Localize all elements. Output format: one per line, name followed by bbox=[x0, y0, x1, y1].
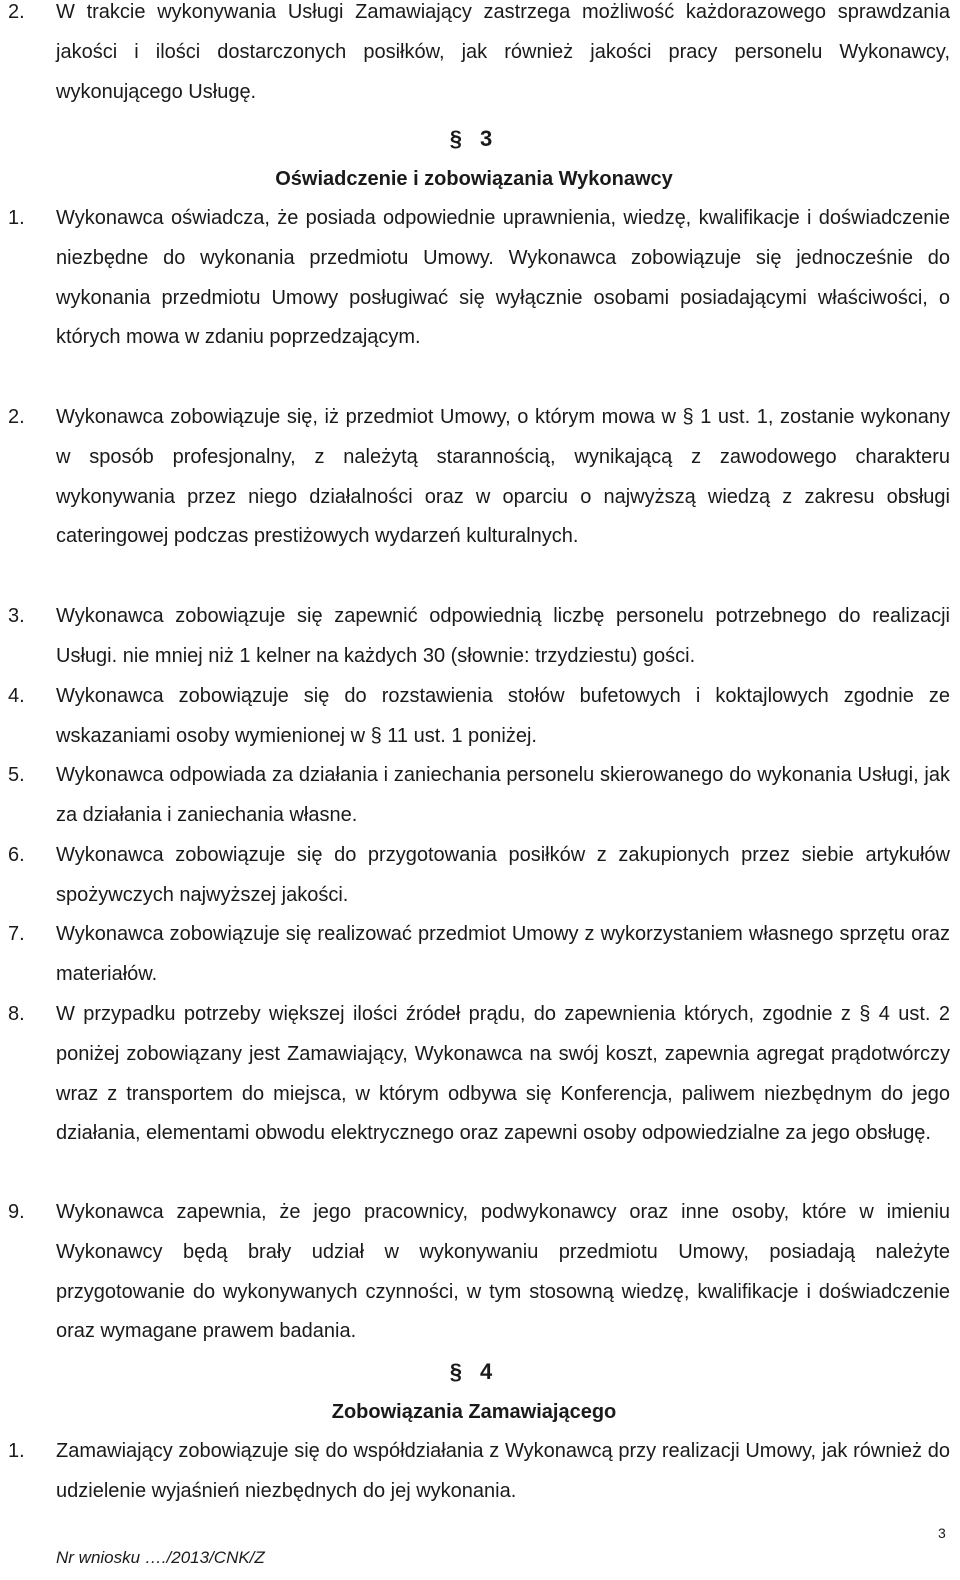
paragraph-item bbox=[8, 995, 950, 1154]
item-text: Wykonawca zobowiązuje się zapewnić odpowiednią liczbę personelu potrzebnego do realizacji Usługi. nie mniej niż 1 kelner na każdych 30 (słownie: trzydziestu) gości. bbox=[56, 605, 950, 667]
item-number: 1. bbox=[8, 1440, 25, 1462]
item-text: Wykonawca odpowiada za działania i zaniechania personelu skierowanego do wykonania Usługi, jak za działania i zaniechania własne. bbox=[56, 764, 950, 826]
item-text: Wykonawca zobowiązuje się do rozstawienia stołów bufetowych i koktajlowych zgodnie ze wskazaniami osoby wymienionej w § 11 ust. 1 poniżej. bbox=[56, 685, 950, 747]
paragraph-item bbox=[8, 836, 950, 916]
item-text: Wykonawca zobowiązuje się realizować przedmiot Umowy z wykorzystaniem własnego sprzętu oraz materiałów. bbox=[56, 923, 950, 985]
paragraph-item bbox=[8, 398, 950, 557]
item-text: Wykonawca zobowiązuje się do przygotowania posiłków z zakupionych przez siebie artykułów spożywczych najwyższej jakości. bbox=[56, 844, 950, 906]
item-text: W trakcie wykonywania Usługi Zamawiający zastrzega możliwość każdorazowego sprawdzania jakości i ilości dostarczonych posiłków, jak również jakości pracy personelu Wykonawcy, wykonującego Usługę. bbox=[56, 1, 950, 103]
paragraph-item bbox=[8, 0, 950, 112]
paragraph-item bbox=[8, 1432, 950, 1512]
paragraph-item bbox=[8, 1193, 950, 1352]
item-number: 2. bbox=[8, 406, 25, 428]
item-number: 7. bbox=[8, 923, 25, 945]
item-text: Zamawiający zobowiązuje się do współdziałania z Wykonawcą przy realizacji Umowy, jak również do udzielenie wyjaśnień niezbędnych do jej wykonania. bbox=[56, 1440, 950, 1502]
section-title: Zobowiązania Zamawiającego bbox=[331, 1401, 617, 1423]
item-number: 5. bbox=[8, 764, 25, 786]
paragraph-item bbox=[8, 677, 950, 757]
paragraph-item bbox=[8, 199, 950, 358]
section-mark: § 3 bbox=[449, 126, 499, 151]
item-number: 8. bbox=[8, 1003, 25, 1025]
item-number: 1. bbox=[8, 207, 25, 229]
item-number: 9. bbox=[8, 1201, 25, 1223]
item-text: Wykonawca oświadcza, że posiada odpowiednie uprawnienia, wiedzę, kwalifikacje i doświadczenie niezbędne do wykonania przedmiotu Umowy. Wykonawca zobowiązuje się jednocześnie do wykonania przedmiotu Umowy posługiwać się wyłącznie osobami posiadającymi właściwości, o których mowa w zdaniu poprzedzającym. bbox=[56, 207, 950, 349]
item-number: 2. bbox=[8, 1, 25, 23]
item-number: 6. bbox=[8, 844, 25, 866]
item-text: Wykonawca zapewnia, że jego pracownicy, podwykonawcy oraz inne osoby, które w imieniu Wykonawcy będą brały udział w wykonywaniu przedmiotu Umowy, posiadają należyte przygotowanie do wykonywanych czynności, w tym stosowną wiedzę, kwalifikacje i doświadczenie oraz wymagane prawem badania. bbox=[56, 1201, 950, 1343]
section-mark: § 4 bbox=[449, 1359, 499, 1384]
item-number: 3. bbox=[8, 605, 25, 627]
section-title: Oświadczenie i zobowiązania Wykonawcy bbox=[275, 168, 673, 190]
paragraph-item bbox=[8, 756, 950, 836]
item-number: 4. bbox=[8, 685, 25, 707]
item-text: W przypadku potrzeby większej ilości źródeł prądu, do zapewnienia których, zgodnie z § 4 ust. 2 poniżej zobowiązany jest Zamawiający, Wykonawca na swój koszt, zapewnia agregat prądotwórczy wraz z transportem do miejsca, w którym odbywa się Konferencja, paliwem niezbędnym do jego działania, elementami obwodu elektrycznego oraz zapewni osoby odpowiedzialne za jego obsługę. bbox=[56, 1003, 950, 1145]
paragraph-item bbox=[8, 597, 950, 677]
footer-reference: Nr wniosku …./2013/CNK/Z bbox=[56, 1548, 265, 1567]
paragraph-item bbox=[8, 915, 950, 995]
item-text: Wykonawca zobowiązuje się, iż przedmiot Umowy, o którym mowa w § 1 ust. 1, zostanie wykonany w sposób profesjonalny, z należytą starannością, wynikającą z zawodowego charakteru wykonywania przez niego działalności oraz w oparciu o najwyższą wiedzą z zakresu obsługi cateringowej podczas prestiżowych wydarzeń kulturalnych. bbox=[56, 406, 950, 548]
page-number: 3 bbox=[938, 1525, 946, 1541]
